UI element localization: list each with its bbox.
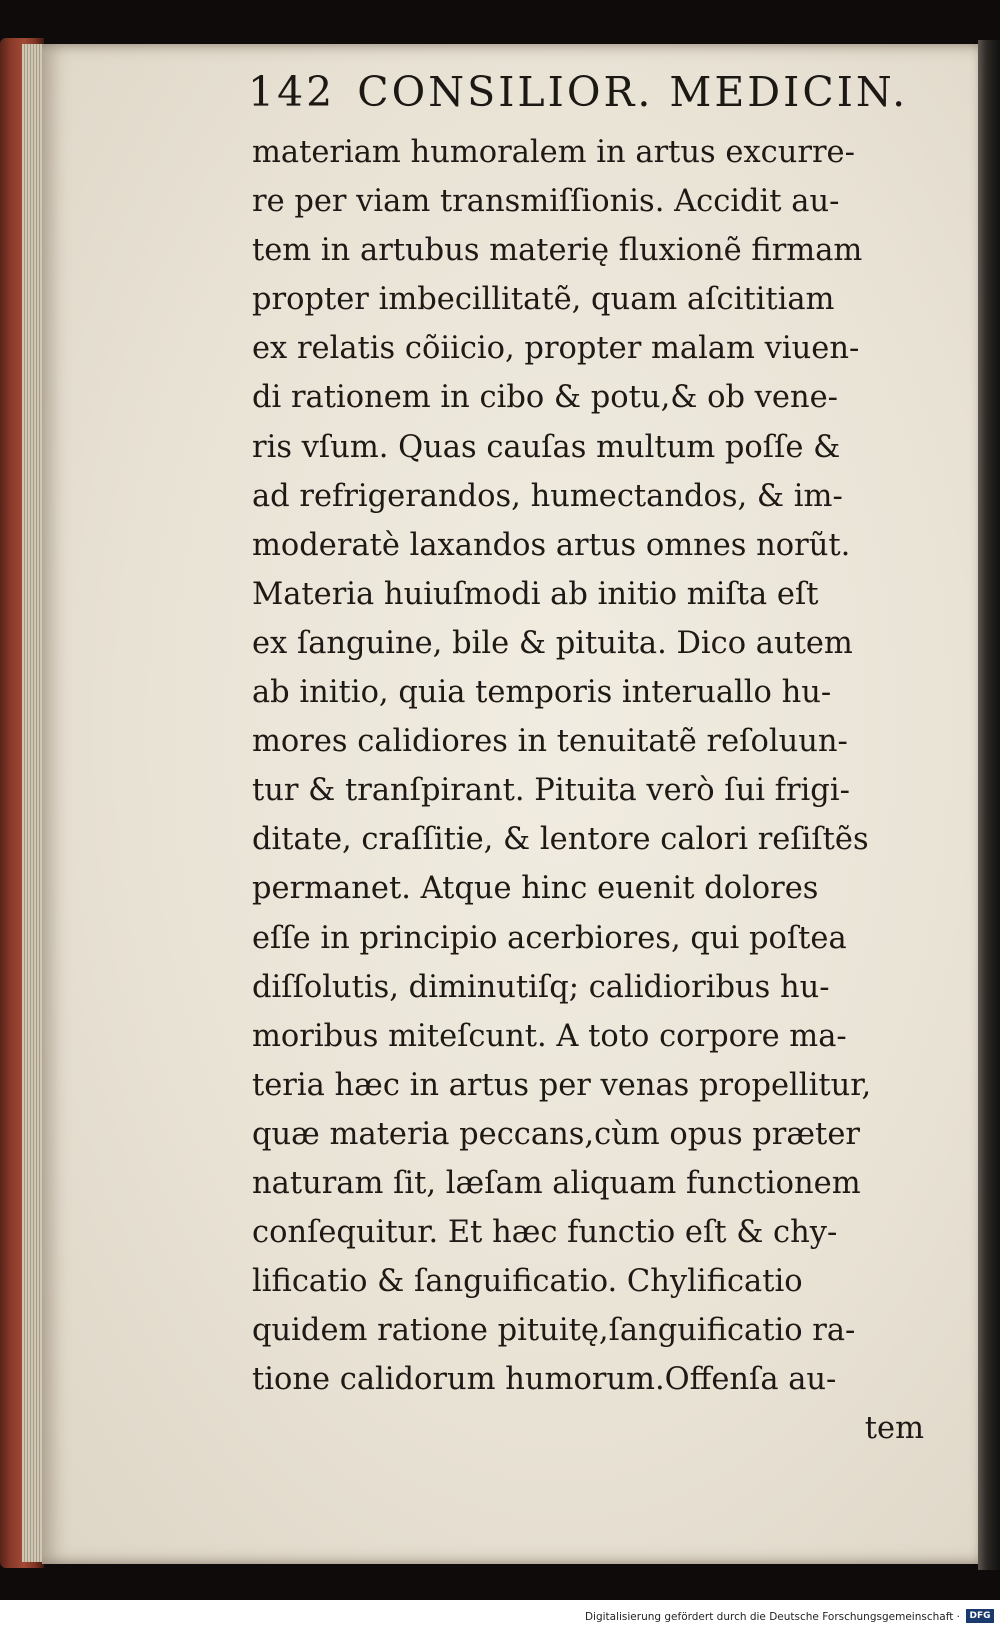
text-line: tione calidorum humorum.Offenſa au- — [252, 1362, 837, 1398]
text-line: re per viam transmiſſionis. Accidit au- — [252, 184, 840, 220]
text-line: quæ materia peccans,cùm opus præter — [252, 1116, 860, 1152]
text-line: lificatio & ſanguificatio. Chylificatio — [252, 1264, 803, 1300]
text-line: conſequitur. Et hæc functio eſt & chy- — [252, 1215, 838, 1251]
text-line: Materia huiuſmodi ab initio miſta eſt — [252, 576, 819, 612]
text-line: diſſolutis, diminutiſq; calidioribus hu- — [252, 969, 830, 1005]
catchword: tem — [864, 1411, 924, 1447]
text-line: tem in artubus materię fluxionẽ firmam — [252, 233, 863, 269]
digitization-footer — [0, 1600, 1000, 1639]
text-line: materiam humoralem in artus excurre- — [252, 135, 855, 170]
text-block — [252, 128, 972, 1454]
text-line: eſſe in principio acerbiores, qui poſtea — [252, 920, 847, 956]
dfg-credit-text: Digitalisierung gefördert durch die Deutsche Forschungsgemeinschaft · — [584, 1611, 960, 1623]
text-line: moderatè laxandos artus omnes norũt. — [252, 527, 851, 563]
text-line: propter imbecillitatẽ, quam aſcititiam — [252, 282, 835, 318]
page-right-shadow — [978, 40, 1000, 1570]
running-title: CONSILIOR. MEDICIN. — [357, 68, 909, 116]
dfg-logo: DFG — [966, 1609, 994, 1623]
text-line: moribus miteſcunt. A toto corpore ma- — [252, 1018, 847, 1054]
text-line: ditate, craſſitie, & lentore calori reſiſtẽs — [252, 822, 869, 858]
text-line: ab initio, quia temporis interuallo hu- — [252, 675, 832, 711]
text-line: teria hæc in artus per venas propellitur, — [252, 1067, 872, 1103]
text-line: mores calidiores in tenuitatẽ reſoluun- — [252, 724, 848, 760]
text-line: ad refrigerandos, humectandos, & im- — [252, 478, 843, 514]
running-head — [248, 68, 908, 116]
text-line: quidem ratione pituitę,ſanguificatio ra- — [252, 1313, 856, 1349]
text-line: ris vſum. Quas cauſas multum poſſe & — [252, 429, 841, 465]
text-line: naturam ſit, læſam aliquam functionem — [252, 1165, 861, 1201]
text-line: ex relatis cõiicio, propter malam viuen- — [252, 331, 860, 367]
text-line: tur & tranſpirant. Pituita verò ſui frigi- — [252, 773, 850, 809]
text-line: permanet. Atque hinc euenit dolores — [252, 871, 819, 907]
page-number: 142 — [248, 68, 336, 116]
text-line: ex ſanguine, bile & pituita. Dico autem — [252, 625, 853, 661]
text-line: di rationem in cibo & potu,& ob vene- — [252, 380, 838, 416]
